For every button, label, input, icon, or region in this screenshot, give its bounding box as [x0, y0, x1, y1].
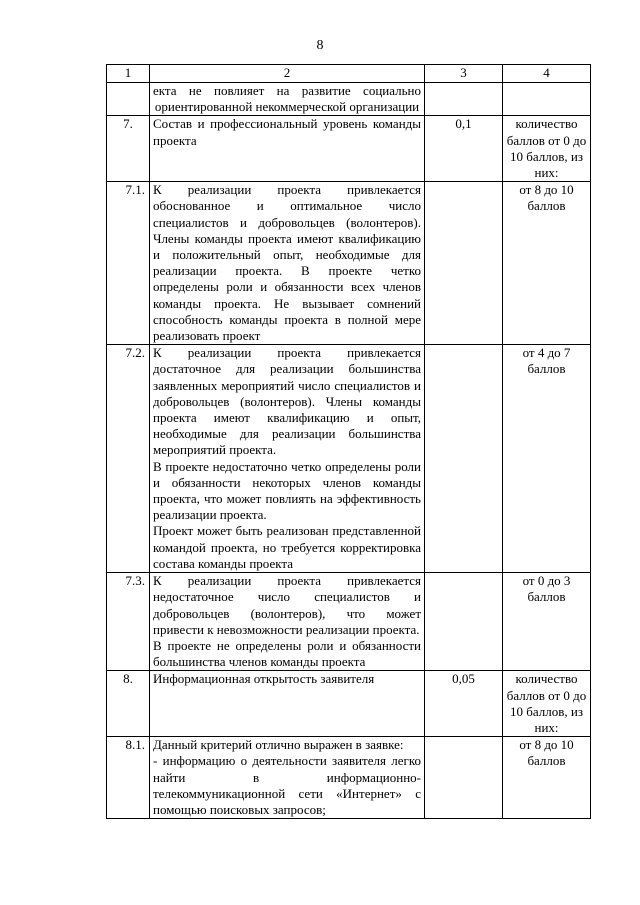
- criterion-text: [150, 345, 425, 573]
- table-row: [107, 116, 591, 182]
- table-row: [107, 573, 591, 671]
- criterion-score: от 8 до 10 баллов: [503, 737, 591, 819]
- criterion-text: [150, 573, 425, 671]
- row-number: 8.1.: [107, 737, 150, 819]
- criterion-score: [503, 83, 591, 116]
- criterion-weight: [425, 345, 503, 573]
- row-number: 7.: [107, 116, 150, 182]
- table-row: [107, 737, 591, 819]
- criterion-paragraph: В проекте не определены роли и обязанности большинства членов команды проекта: [153, 637, 421, 670]
- criterion-text: [150, 83, 425, 116]
- criterion-weight: [425, 573, 503, 671]
- criterion-paragraph: К реализации проекта привлекается обоснованное и оптимальное число специалистов и добровольцев (волонтеров). Члены команды проекта имеют квалификацию и положительный опыт, необходимые для реализации проекта. В проекте четко определены роли и обязанности всех членов команды проекта. Не вызывает сомнений способность команды проекта в полной мере реализовать проект: [153, 182, 421, 344]
- row-number: 7.2.: [107, 345, 150, 573]
- row-number: [107, 83, 150, 116]
- criterion-text: [150, 182, 425, 345]
- header-cell: 1: [107, 65, 150, 83]
- criterion-paragraph: екта не повлияет на развитие социально ориентированной некоммерческой организации: [153, 83, 421, 115]
- row-number: 8.: [107, 671, 150, 737]
- criterion-weight: [425, 737, 503, 819]
- criterion-text: [150, 671, 425, 737]
- header-cell: 3: [425, 65, 503, 83]
- criterion-score: от 0 до 3 баллов: [503, 573, 591, 671]
- criterion-text: [150, 737, 425, 819]
- criterion-paragraph: Проект может быть реализован представленной командой проекта, но требуется корректировка состава команды проекта: [153, 523, 421, 571]
- criterion-paragraph: Данный критерий отлично выражен в заявке:: [153, 737, 404, 753]
- table-row: [107, 83, 591, 116]
- criterion-paragraph: Состав и профессиональный уровень команды проекта: [153, 116, 421, 148]
- criterion-score: от 8 до 10 баллов: [503, 182, 591, 345]
- criteria-table: [106, 64, 591, 819]
- criterion-weight: [425, 83, 503, 116]
- criterion-paragraph: Информационная открытость заявителя: [153, 671, 375, 687]
- table-row: [107, 345, 591, 573]
- criterion-score: количество баллов от 0 до 10 баллов, из них:: [503, 116, 591, 182]
- criterion-paragraph: В проекте недостаточно четко определены роли и обязанности некоторых членов команды проекта, что может повлиять на эффективность реализации проекта.: [153, 458, 421, 523]
- criterion-weight: 0,05: [425, 671, 503, 737]
- criterion-score: от 4 до 7 баллов: [503, 345, 591, 573]
- criterion-weight: [425, 182, 503, 345]
- criterion-weight: 0,1: [425, 116, 503, 182]
- row-number: 7.1.: [107, 182, 150, 345]
- criterion-text: [150, 116, 425, 182]
- criterion-score: количество баллов от 0 до 10 баллов, из них:: [503, 671, 591, 737]
- criterion-paragraph: К реализации проекта привлекается достаточное для реализации большинства заявленных мероприятий число специалистов и добровольцев (волонтеров). Члены команды проекта имеют квалификацию и опыт, необходимые для реализации большинства мероприятий проекта.: [153, 345, 421, 458]
- header-cell: 2: [150, 65, 425, 83]
- criterion-paragraph: - информацию о деятельности заявителя легко найти в информационно-телекоммуникационной сети «Интернет» с помощью поисковых запросов;: [153, 753, 421, 817]
- table-header-row: [107, 65, 591, 83]
- page-number: 8: [316, 38, 324, 53]
- criterion-paragraph: К реализации проекта привлекается недостаточное число специалистов и добровольцев (волонтеров), что может привести к невозможности реализации проекта.: [153, 573, 421, 637]
- table-row: [107, 671, 591, 737]
- table-row: [107, 182, 591, 345]
- row-number: 7.3.: [107, 573, 150, 671]
- header-cell: 4: [503, 65, 591, 83]
